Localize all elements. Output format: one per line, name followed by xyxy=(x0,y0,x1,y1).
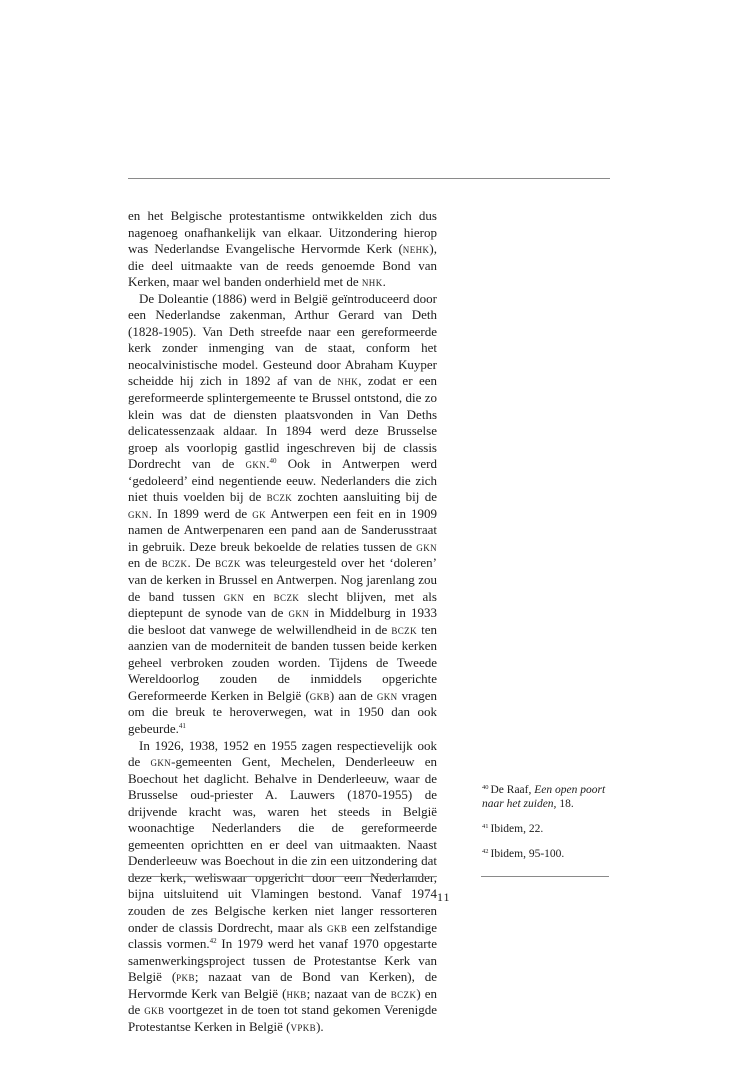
paragraph-2: De Doleantie (1886) werd in België geïntroduceerd door een Nederlandse zakenman, Arthur Gerard van Deth (1828-1905). Van Deth streefde naar een gereformeerde kerk zonder inmenging van de staat, conform het neocalvinistische model. Gesteund door Abraham Kuyper scheidde hij zich in 1892 af van de nhk, zodat er een gereformeerde splintergemeente te Brussel ontstond, die zo klein was dat de diensten plaatsvonden in Van Deths delicatessenzaak aldaar. In 1894 werd deze Brusselse groep als voorlopig gastlid ingeschreven bij de classis Dordrecht van de gkn.$^{40}$ Ook in Antwerpen werd ‘gedoleerd’ eind negentiende eeuw. Nederlanders die zich niet thuis voelden bij de bczk zochten aansluiting bij de gkn. In 1899 werd de gk Antwerpen een feit en in 1909 namen de Antwerpenaren een pand aan de Sanderusstraat in gebruik. Deze breuk bekoelde de relaties tussen de gkn en de bczk. De bczk was teleurgesteld over het ‘doleren’ van de kerken in Brussel en Antwerpen. Nog jarenlang zou de band tussen gkn en bczk slecht blijven, met als dieptepunt de synode van de gkn in Middelburg in 1933 die besloot dat vanwege de welwillendheid in de bczk ten aanzien van de moderniteit de banden tussen beide kerken geheel verbroken zouden worden. Tijdens de Tweede Wereldoorlog zouden de inmiddels opgerichte Gereformeerde Kerken in België (gkb) aan de gkn vragen om die breuk te heroverwegen, wat in 1950 dan ook gebeurde.$^{41}$ xyxy=(128,290,438,736)
footer-rule-notes xyxy=(481,876,609,877)
paragraph-1: en het Belgische protestantisme ontwikkelden zich dus nagenoeg onafhankelijk van elkaar. Uitzondering hierop was Nederlandse Evangelische Hervormde Kerk (nehk), die deel uitmaakte van de reeds genoemde Bond van Kerken, maar wel banden onderhield met de nhk. xyxy=(128,208,437,290)
footnote-ref-41[interactable]: 41 xyxy=(178,721,186,730)
footnote-ref-40[interactable]: 40 xyxy=(269,457,277,466)
footnote-40: $^{40}$ De Raaf, Een open poort naar het zuiden, 18. xyxy=(482,784,606,810)
footnote-41: $^{41}$ Ibidem, 22. xyxy=(482,823,544,835)
footer-rule-main xyxy=(128,876,437,877)
footnotes-column xyxy=(482,783,610,872)
paragraph-3: In 1926, 1938, 1952 en 1955 zagen respectievelijk ook de gkn-gemeenten Gent, Mechelen, Denderleeuw en Boechout het daglicht. Behalve in Denderleeuw, waar de Brusselse oud-priester A. Lauwers (1870-1955) de drijvende kracht was, waren het steeds in België woonachtige Nederlanders die de gereformeerde gemeenten oprichtten en er deel van uitmaakten. Naast Denderleeuw was Boechout in die zin een uitzondering dat deze kerk, weliswaar opgericht door een Nederlander, bijna uitsluitend uit Vlamingen bestond. Vanaf 1974 zouden de zes Belgische kerken niet langer ressorteren onder de classis Dordrecht, maar als gkb een zelfstandige classis vormen.$^{42}$ In 1979 werd het vanaf 1970 opgestarte samenwerkingsproject tussen de Protestantse Kerk van België (pkb; nazaat van de Bond van Kerken), de Hervormde Kerk van België (hkb; nazaat van de bczk) en de gkb voortgezet in de toen tot stand gekomen Verenigde Protestantse Kerken in België (vpkb). xyxy=(128,737,438,1034)
footnote-title: Een open poort naar het zuiden, xyxy=(482,784,606,810)
page-number: 11 xyxy=(437,890,451,904)
main-text-column xyxy=(128,208,437,1035)
footnote-42: $^{42}$ Ibidem, 95-100. xyxy=(482,848,565,860)
footnote-ref-42[interactable]: 42 xyxy=(209,937,217,946)
header-rule xyxy=(128,178,610,179)
